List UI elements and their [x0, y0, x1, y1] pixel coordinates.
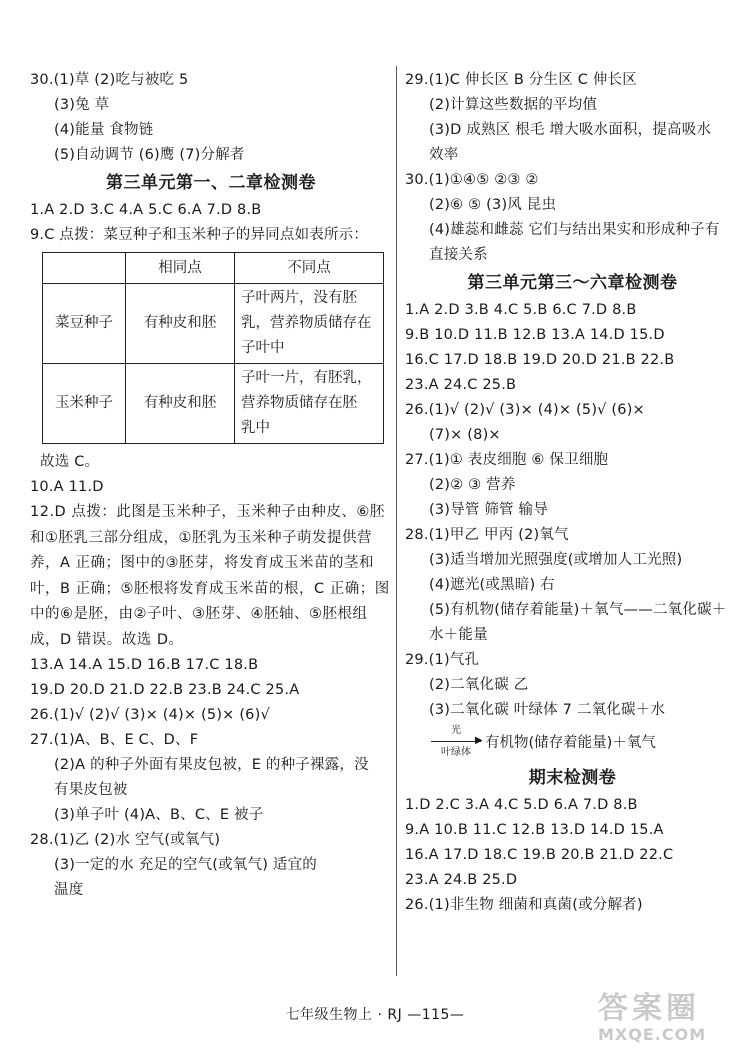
answer-line: 16.C 17.D 18.B 19.D 20.D 21.B 22.B: [405, 352, 675, 368]
table-cell: [235, 284, 384, 364]
answer-line: (5)自动调节 (6)鹰 (7)分解者: [54, 147, 245, 163]
table-cell: 玉米种子: [43, 364, 126, 444]
answer-line: 有果皮包被: [54, 782, 128, 798]
table-cell: 有种皮和胚: [126, 284, 235, 364]
equation-product: 有机物(储存着能量)＋氧气: [485, 735, 656, 751]
answer-line: 23.A 24.B 25.D: [405, 872, 518, 888]
arrow-condition-bottom: 叶绿体: [441, 747, 471, 758]
answer-line: (3)适当增加光照强度(或增加人工光照): [429, 552, 683, 568]
cell-line: 乳中: [241, 420, 270, 436]
cell-line: 子叶两片，没有胚: [241, 290, 357, 306]
table-header-cell: 不同点: [235, 253, 384, 284]
column-divider: [396, 66, 397, 976]
answer-line: 28.(1)乙 (2)水 空气(或氧气): [30, 832, 221, 848]
answer-line: 9.A 10.B 11.C 12.B 13.D 14.D 15.A: [405, 822, 664, 838]
answer-line: 27.(1)A、B、E C、D、F: [30, 732, 199, 748]
answer-line: 26.(1)非生物 细菌和真菌(或分解者): [405, 897, 643, 913]
explanation-paragraph: 12.D 点拨：此图是玉米种子，玉米种子由种皮、⑥胚和①胚乳三部分组成，①胚乳为玉米种子萌发提供营养，A 正确；图中的③胚芽，将发育成玉米苗的茎和叶，B 正确；⑤胚根将发育成玉米苗的根，C 正确；图中的⑥是胚，由②子叶、③胚芽、④胚轴、⑤胚根组成，D 错误。故选 D。: [30, 504, 390, 648]
arrow-condition-top: 光: [451, 725, 461, 736]
table-header-cell: [43, 253, 126, 284]
answer-line: 故选 C。: [40, 454, 100, 470]
table-cell: 菜豆种子: [43, 284, 126, 364]
answer-line: (3)导管 筛管 输导: [429, 502, 548, 518]
cell-line: 子叶一片，有胚乳，: [241, 370, 372, 386]
table-cell: 有种皮和胚: [126, 364, 235, 444]
answer-line: (3)兔 草: [54, 97, 110, 113]
answer-line: 10.A 11.D: [30, 479, 104, 495]
answer-line: 温度: [54, 882, 84, 898]
photosynthesis-equation: [405, 723, 740, 763]
page-footer: 七年级生物上 · RJ —115—: [285, 1007, 465, 1023]
answer-line: 1.A 2.D 3.C 4.A 5.C 6.A 7.D 8.B: [30, 202, 262, 218]
cell-line: 子叶中: [241, 340, 285, 356]
answer-line: 1.D 2.C 3.A 4.C 5.D 6.A 7.D 8.B: [405, 797, 638, 813]
answer-line: 23.A 24.C 25.B: [405, 377, 517, 393]
section-heading: 第三单元第三～六章检测卷: [467, 273, 678, 293]
answer-line: 水＋能量: [429, 627, 488, 643]
section-heading: 期末检测卷: [528, 768, 617, 788]
answer-line: (3)二氧化碳 叶绿体 7 二氧化碳＋水: [429, 702, 666, 718]
answer-line: 30.(1)①④⑤ ②③ ②: [405, 172, 539, 188]
cell-line: 营养物质储存在胚: [241, 395, 357, 411]
section-heading: 第三单元第一、二章检测卷: [106, 173, 316, 193]
right-column: [405, 68, 740, 918]
watermark-url: MXQE.COM: [598, 1025, 707, 1044]
table-row: [43, 284, 384, 364]
left-column: [30, 68, 392, 903]
answer-line: (2)二氧化碳 乙: [429, 677, 529, 693]
answer-line: 16.A 17.D 18.C 19.B 20.B 21.D 22.C: [405, 847, 674, 863]
answer-line: (2)计算这些数据的平均值: [429, 97, 598, 113]
answer-line: (2)A 的种子外面有果皮包被，E 的种子裸露，没: [54, 757, 369, 773]
answer-line: 13.A 14.A 15.D 16.B 17.C 18.B: [30, 657, 259, 673]
answer-line: 26.(1)√ (2)√ (3)× (4)× (5)× (6)√: [30, 707, 270, 723]
answer-line: 19.D 20.D 21.D 22.B 23.B 24.C 25.A: [30, 682, 300, 698]
answer-line: 效率: [429, 147, 459, 163]
answer-line: 26.(1)√ (2)√ (3)× (4)× (5)√ (6)×: [405, 402, 645, 418]
answer-line: (3)单子叶 (4)A、B、C、E 被子: [54, 807, 264, 823]
table-row: [43, 364, 384, 444]
answer-line: 1.A 2.D 3.B 4.C 5.B 6.C 7.D 8.B: [405, 302, 637, 318]
table-header-row: [43, 253, 384, 284]
answer-line: (2)② ③ 营养: [429, 477, 516, 493]
answer-line: 直接关系: [429, 247, 488, 263]
answer-line: 30.(1)草 (2)吃与被吃 5: [30, 72, 189, 88]
answer-line: 28.(1)甲乙 甲丙 (2)氧气: [405, 527, 569, 543]
answer-line: 9.C 点拨：菜豆种子和玉米种子的异同点如表所示：: [30, 227, 369, 243]
answer-line: (4)雄蕊和雌蕊 它们与结出果实和形成种子有: [429, 222, 720, 238]
watermark-logo: [598, 992, 748, 1050]
answer-line: 9.B 10.D 11.B 12.B 13.A 14.D 15.D: [405, 327, 665, 343]
cell-line: 乳，营养物质储存在: [241, 315, 372, 331]
answer-line: (5)有机物(储存着能量)＋氧气——二氧化碳＋: [429, 602, 727, 618]
answer-line: (7)× (8)×: [429, 427, 501, 443]
comparison-table: [42, 252, 384, 444]
reaction-arrow-icon: 光 ▶ 叶绿体: [431, 725, 481, 761]
answer-line: (3)一定的水 充足的空气(或氧气) 适宜的: [54, 857, 317, 873]
answer-line: (3)D 成熟区 根毛 增大吸水面积，提高吸水: [429, 122, 712, 138]
watermark-title: 答案圈: [598, 991, 700, 1026]
answer-line: (4)能量 食物链: [54, 122, 154, 138]
answer-line: (4)遮光(或黑暗) 右: [429, 577, 555, 593]
answer-line: 27.(1)① 表皮细胞 ⑥ 保卫细胞: [405, 452, 609, 468]
answer-line: 29.(1)C 伸长区 B 分生区 C 伸长区: [405, 72, 637, 88]
answer-line: 29.(1)气孔: [405, 652, 480, 668]
answer-line: (2)⑥ ⑤ (3)风 昆虫: [429, 197, 557, 213]
table-cell: [235, 364, 384, 444]
table-header-cell: 相同点: [126, 253, 235, 284]
